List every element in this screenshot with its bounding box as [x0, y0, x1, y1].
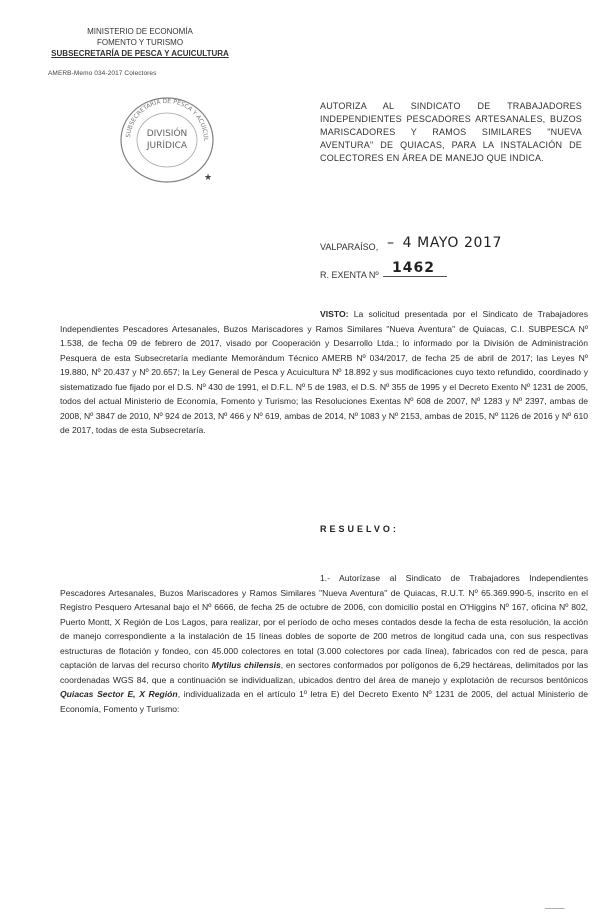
header-reference: AMERB-Memo 034-2017 Colectores	[48, 70, 157, 77]
header-line-1: MINISTERIO DE ECONOMÍA	[87, 27, 193, 36]
juridica-stamp	[112, 88, 222, 188]
resolution-point-1	[60, 571, 588, 716]
stamp-ring-text: SUBSECRETARÍA DE PESCA Y ACUICUL	[125, 97, 210, 141]
stamp-star-icon: ★	[204, 173, 213, 183]
ministry-header	[40, 26, 240, 59]
date-value: 4 MAYO 2017	[402, 235, 503, 251]
issue-date	[387, 235, 502, 251]
header-line-2: FOMENTO Y TURISMO	[96, 38, 184, 47]
header-line-3: SUBSECRETARÍA DE PESCA Y ACUICULTURA	[51, 49, 229, 58]
visto-paragraph	[60, 307, 588, 438]
stamp-line-1: DIVISIÓN	[146, 129, 188, 139]
resuelvo-heading: RESUELVO:	[320, 524, 399, 534]
document-title: AUTORIZA AL SINDICATO DE TRABAJADORES INDEPENDIENTES PESCADORES ARTESANALES, BUZOS MARISCADORES Y RAMOS SIMILARES "NUEVA AVENTURA" DE QUIACAS, PARA LA INSTALACIÓN DE COLECTORES EN ÁREA DE MANEJO QUE INDICA.	[320, 101, 582, 163]
visto-text: La solicitud presentada por el Sindicato de Trabajadores Independientes Pescadores Artesanales, Buzos Mariscadores y Ramos Similares "Nueva Aventura" de Quiacas, C.I. SUBPESCA Nº 1.538, de fecha 09 de febrero de 2017, visado por Cooperación y Desarrollo Ltda.; lo informado por la División de Administración Pesquera de esta Subsecretaría mediante Memorándum Técnico AMERB Nº 034/2017, de fecha 25 de abril de 2017; las Leyes Nº 19.880, Nº 20.437 y Nº 20.657; la Ley General de Pesca y Acuicultura Nº 18.892 y sus modificaciones cuyo texto refundido, coordinado y sistematizado fue fijado por el D.S. Nº 430 de 1991, el D.F.L. Nº 5 de 1983, el D.S. Nº 355 de 1995 y el Decreto Exento Nº 1231 de 2005, todos del actual Ministerio de Economía, Fomento y Turismo; las Resoluciones Exentas Nº 608 de 2007, Nº 1283 y Nº 2397, ambas de 2008, Nº 3847 de 2010, Nº 924 de 2013, Nº 466 y Nº 619, ambas de 2014, Nº 1083 y Nº 2153, ambas de 2015, Nº 1126 de 2016 y Nº 610 de 2017, todas de esta Subsecretaría.	[60, 309, 588, 435]
resolution-underline	[383, 276, 447, 277]
stamp-line-2: JURÍDICA	[146, 141, 188, 151]
resolution-number: 1462	[392, 260, 435, 276]
footer-mark: _____	[545, 902, 565, 909]
resolution-label: R. EXENTA Nº	[320, 270, 379, 280]
visto-label: VISTO:	[320, 309, 349, 319]
stamp-seal-icon	[112, 88, 222, 188]
species-name: Mytilus chilensis	[211, 660, 281, 670]
date-dash: –	[387, 235, 395, 251]
point1-text-1: 1.- Autorízase al Sindicato de Trabajadores Independientes Pescadores Artesanales, Buzos Mariscadores y Ramos Similares "Nueva Aventura" de Quiacas, R.U.T. Nº 65.369.990-5, inscrito en el Registro Pesquero Artesanal bajo el Nº 6666, de fecha 25 de octubre de 2006, con domicilio postal en O'Higgins Nº 167, oficina Nº 802, Puerto Montt, X Región de Los Lagos, para realizar, por el período de ocho meses contados desde la fecha de esta resolución, la acción de manejo correspondiente a la instalación de 15 líneas dobles de soporte de 200 metros de longitud cada una, con sus respectivas estructuras de flotación y fondeo, con 45.000 colectores en total (3.000 colectores por cada línea), fabricados con red de pesca, para captación de larvas del recurso chorito	[60, 573, 588, 670]
point1-text-2: , en sectores conformados por polígonos de 6,29 hectáreas, delimitados por las coordenadas WGS 84, que a continuación se individualizan, ubicados dentro del área de manejo y explotación de recursos bentónicos	[60, 660, 588, 685]
area-name: Quiacas Sector E, X Región	[60, 689, 178, 699]
city-label: VALPARAÍSO,	[320, 242, 379, 252]
point1-text-3: , individualizada en el artículo 1º letra E) del Decreto Exento Nº 1231 de 2005, del actual Ministerio de Economía, Fomento y Turismo:	[60, 689, 588, 714]
